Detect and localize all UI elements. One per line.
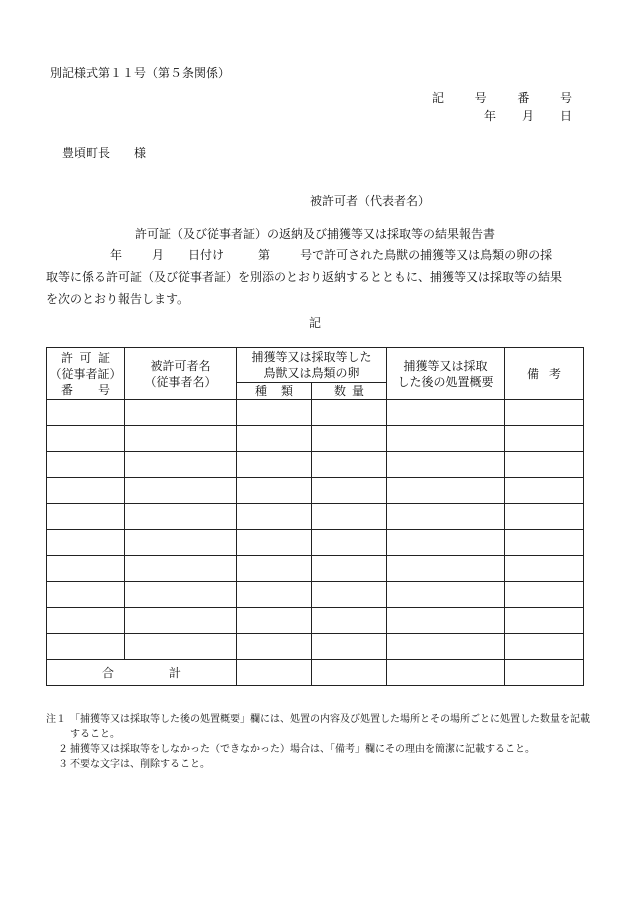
form-id: 別記様式第１１号（第５条関係） [50,66,231,80]
body-line-3: を次のとおり報告します。 [46,292,190,306]
notes [46,712,591,772]
total-row [47,660,584,686]
ref-ki: 記 [432,91,445,105]
document-title: 許可証（及び従事者証）の返納及び捕獲等又は採取等の結果報告書 [134,227,495,241]
honorific: 様 [134,146,147,160]
table-row [47,634,584,660]
note-1: 注１ 「捕獲等又は採取等した後の処置概要」欄には、処置の内容及び処置した場所とその場所ごとに処置した数量を記載すること。 [46,714,590,740]
header-captured: 捕獲等又は採取等した 鳥獣又は鳥類の卵 [237,348,387,383]
note-2: ２ 捕獲等又は採取等をしなかった（できなかった）場合は、「備考」欄にその理由を簡潔に記載すること。 [58,744,535,755]
header-permit-number: 許 可 証 （従事者証） 番 号 [47,348,125,400]
body-line-2: 取等に係る許可証（及び従事者証）を別添のとおり返納するとともに、捕獲等又は採取等の結果 [46,270,563,284]
header-species: 種 類 [237,383,312,400]
reference-number-line [432,92,572,104]
header-quantity: 数 量 [312,383,387,400]
date-month: 月 [521,109,534,123]
ref-go: 号 [474,91,487,105]
table-row [47,426,584,452]
table-row [47,582,584,608]
header-row [47,348,584,383]
body-line-1: 年 月 日付け 第 号で許可された鳥獣の捕獲等又は鳥類の卵の採 [110,248,553,262]
date-line [484,110,572,122]
ref-ban: 番 [517,91,530,105]
body-text [46,244,586,310]
header-remarks: 備 考 [505,348,584,400]
addressee-name: 豊頃町長 [62,146,111,160]
header-disposal: 捕獲等又は採取 した後の処置概要 [387,348,505,400]
table-row [47,504,584,530]
date-year: 年 [484,109,497,123]
date-day: 日 [559,109,572,123]
table-row [47,556,584,582]
table-row [47,478,584,504]
table-row [47,608,584,634]
addressee [62,147,146,159]
note-3: ３ 不要な文字は、削除すること。 [58,759,210,770]
ki-heading: 記 [308,316,321,330]
report-table [46,347,584,686]
table-row [47,452,584,478]
ref-go2: 号 [559,91,572,105]
table-row [47,530,584,556]
table-row [47,400,584,426]
permittee-label: 被許可者（代表者名） [310,194,431,208]
header-permittee-name: 被許可者名 （従事者名） [125,348,237,400]
total-label: 合 計 [47,660,237,686]
